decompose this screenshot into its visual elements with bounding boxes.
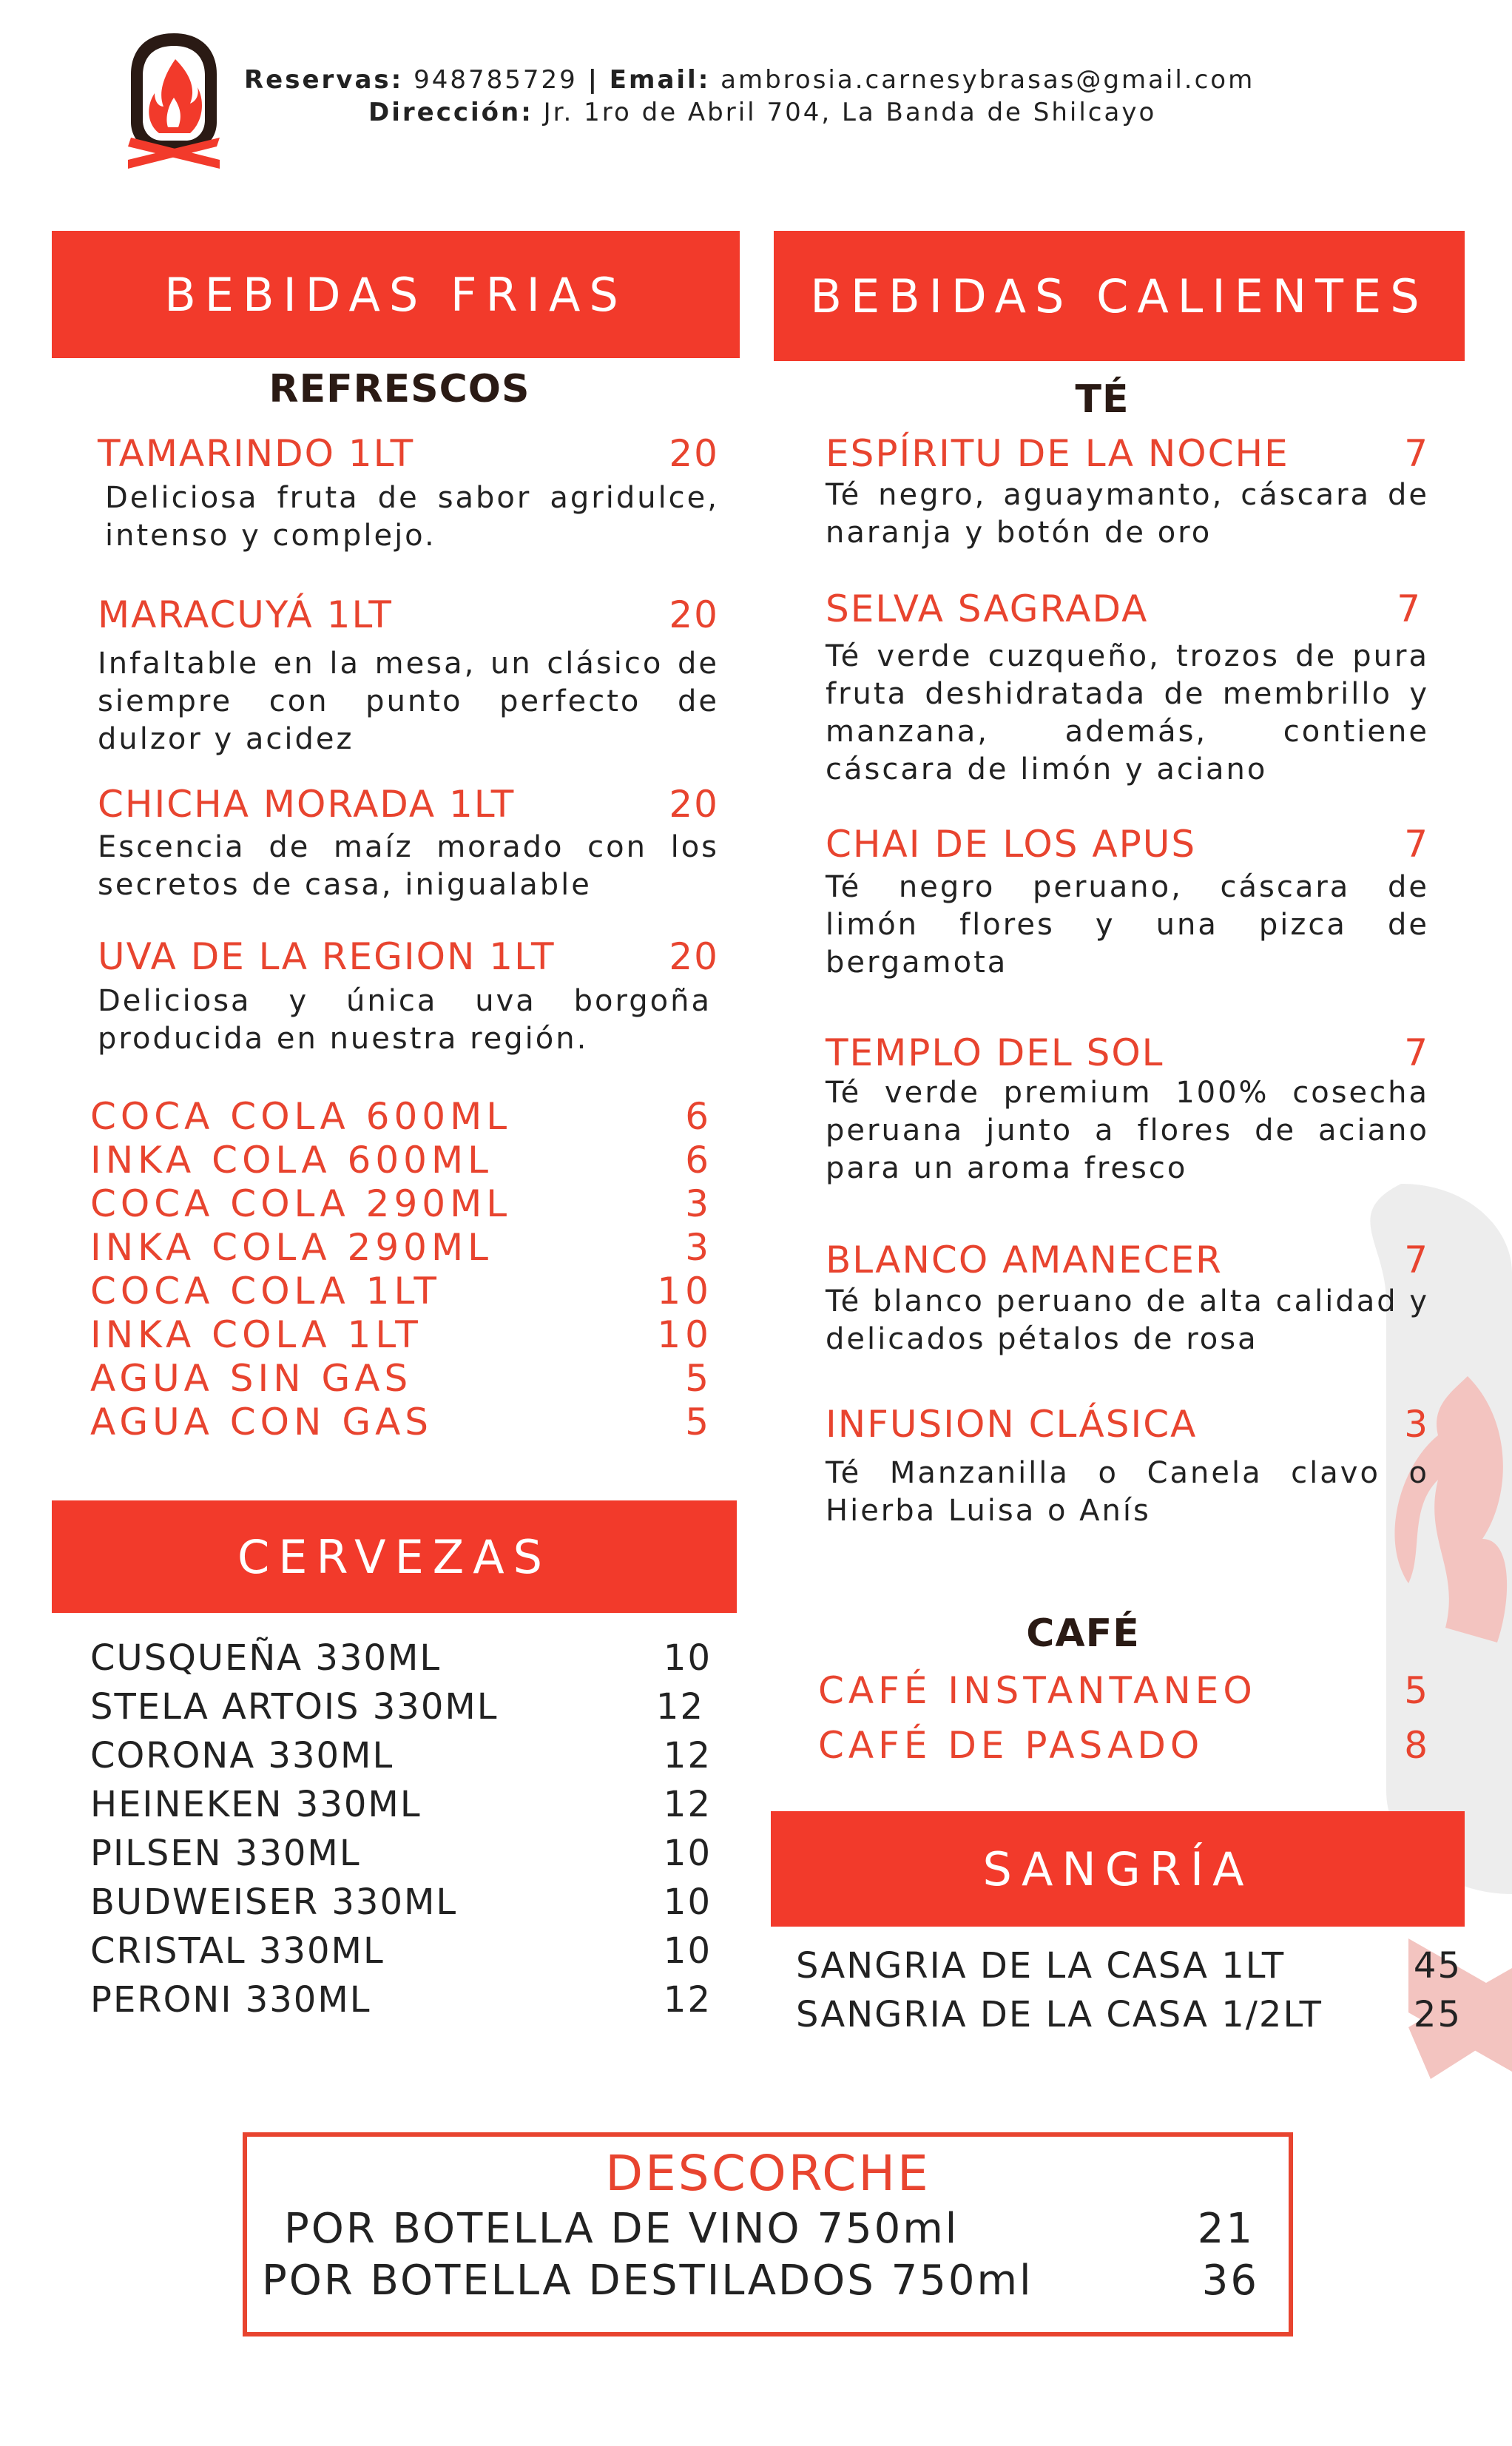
soda-list (90, 1095, 719, 1444)
item-price: 5 (1404, 1669, 1429, 1712)
item-name: INFUSION CLÁSICA (826, 1403, 1198, 1446)
item-name: SANGRIA DE LA CASA 1/2LT (796, 1994, 1323, 2035)
list-item (90, 1634, 719, 1682)
item-price: 12 (663, 1784, 712, 1825)
item-price: 10 (663, 1637, 712, 1679)
item-name: BLANCO AMANECER (826, 1239, 1223, 1281)
tea-item (826, 1031, 1429, 1187)
bebidas-calientes-banner (774, 231, 1465, 361)
direccion-value: Jr. 1ro de Abril 704, La Banda de Shilcayo (543, 98, 1157, 127)
list-item (90, 1878, 719, 1927)
item-name: POR BOTELLA DE VINO 750ml (284, 2205, 959, 2253)
refresco-item (98, 432, 719, 555)
item-name: COCA COLA 290ML (90, 1182, 512, 1225)
list-item (90, 1829, 719, 1878)
item-name: PILSEN 330ML (90, 1833, 361, 1874)
item-name: MARACUYÁ 1LT (98, 593, 393, 636)
item-price: 20 (669, 935, 719, 978)
item-name: CAFÉ INSTANTANEO (818, 1669, 1257, 1712)
item-price: 20 (669, 432, 719, 475)
item-price: 3 (685, 1182, 713, 1225)
list-item (90, 1270, 719, 1313)
item-price: 3 (685, 1226, 713, 1269)
item-name: CRISTAL 330ML (90, 1930, 385, 1972)
tea-item (826, 823, 1429, 982)
list-item (90, 1226, 719, 1270)
beer-list (90, 1634, 719, 2024)
item-name: CAFÉ DE PASADO (818, 1724, 1204, 1767)
item-price: 20 (669, 593, 719, 636)
cervezas-title: CERVEZAS (237, 1529, 551, 1584)
item-description: Deliciosa y única uva borgoña producida en nuestra región. (98, 984, 712, 1056)
list-item (90, 1095, 719, 1139)
list-item (247, 2255, 1289, 2307)
item-description: Té blanco peruano de alta calidad y delicados pétalos de rosa (826, 1284, 1430, 1356)
item-name: AGUA CON GAS (90, 1401, 433, 1443)
list-item (90, 1927, 719, 1975)
coffee-list (818, 1666, 1429, 1776)
item-price: 10 (663, 1930, 712, 1972)
list-item (90, 1313, 719, 1357)
item-name: TAMARINDO 1LT (98, 432, 415, 475)
item-name: INKA COLA 290ML (90, 1226, 493, 1269)
email-label: Email: (609, 65, 711, 95)
cervezas-banner (52, 1500, 737, 1613)
item-price: 5 (685, 1401, 713, 1443)
item-price: 21 (1197, 2205, 1255, 2253)
refresco-item (98, 593, 719, 758)
item-name: INKA COLA 1LT (90, 1313, 422, 1356)
bebidas-frias-title: BEBIDAS FRIAS (164, 267, 627, 322)
item-name: SANGRIA DE LA CASA 1LT (796, 1945, 1286, 1987)
list-item (90, 1182, 719, 1226)
item-name: COCA COLA 1LT (90, 1270, 441, 1313)
item-price: 6 (685, 1095, 713, 1138)
item-description: Té Manzanilla o Canela clavo o Hierba Luisa o Anís (826, 1456, 1429, 1528)
item-price: 6 (685, 1139, 713, 1182)
item-price: 45 (1413, 1945, 1462, 1987)
item-name: COCA COLA 600ML (90, 1095, 512, 1138)
item-description: Té verde cuzqueño, trozos de pura fruta deshidratada de membrillo y manzana, además, contiene cáscara de limón y aciano (826, 639, 1429, 786)
item-description: Té verde premium 100% cosecha peruana junto a flores de aciano para un aroma fresco (826, 1076, 1429, 1185)
descorche-title: DESCORCHE (605, 2145, 931, 2202)
tea-item (826, 587, 1429, 789)
item-name: PERONI 330ML (90, 1979, 371, 2021)
contact-info (244, 64, 1309, 129)
sangria-title: SANGRÍA (982, 1842, 1253, 1896)
item-price: 7 (1404, 432, 1429, 475)
flame-logo-icon (122, 30, 226, 170)
item-price: 25 (1413, 1994, 1462, 2035)
item-description: Deliciosa fruta de sabor agridulce, intenso y complejo. (105, 481, 719, 553)
tea-item (826, 1403, 1429, 1530)
descorche-box (243, 2132, 1293, 2336)
te-subtitle: TÉ (1075, 377, 1130, 422)
item-price: 7 (1404, 1239, 1429, 1281)
item-price: 3 (1404, 1403, 1429, 1446)
tea-item (826, 432, 1429, 552)
list-item (818, 1666, 1429, 1721)
item-name: CUSQUEÑA 330ML (90, 1637, 442, 1679)
item-name: SELVA SAGRADA (826, 587, 1149, 630)
refresco-item (98, 783, 719, 904)
item-name: AGUA SIN GAS (90, 1357, 413, 1400)
item-price: 10 (657, 1270, 713, 1313)
item-name: POR BOTELLA DESTILADOS 750ml (262, 2257, 1033, 2305)
list-item (796, 1941, 1462, 1990)
sangria-list (796, 1941, 1462, 2039)
list-item (90, 1975, 719, 2024)
bebidas-frias-banner (52, 231, 740, 358)
item-description: Escencia de maíz morado con los secretos de casa, inigualable (98, 830, 719, 902)
item-price: 10 (663, 1881, 712, 1923)
list-item (90, 1139, 719, 1182)
item-price: 7 (1397, 587, 1422, 630)
item-price: 10 (663, 1833, 712, 1874)
list-item (247, 2203, 1289, 2255)
item-price: 12 (663, 1735, 712, 1776)
contact-line-2 (244, 96, 1309, 129)
list-item (90, 1682, 719, 1731)
item-price: 8 (1404, 1724, 1429, 1767)
email-value: ambrosia.carnesybrasas@gmail.com (720, 65, 1255, 95)
item-price: 10 (657, 1313, 713, 1356)
item-price: 20 (669, 783, 719, 826)
item-price: 12 (663, 1979, 712, 2021)
cafe-subtitle: CAFÉ (1026, 1611, 1140, 1656)
reservas-label: Reservas: (244, 65, 404, 95)
item-name: CORONA 330ML (90, 1735, 394, 1776)
refrescos-subtitle: REFRESCOS (269, 367, 530, 411)
item-name: BUDWEISER 330ML (90, 1881, 458, 1923)
list-item (90, 1780, 719, 1829)
list-item (796, 1990, 1462, 2039)
list-item (818, 1721, 1429, 1776)
reservas-value: 948785729 (414, 65, 578, 95)
item-name: CHICHA MORADA 1LT (98, 783, 516, 826)
item-name: TEMPLO DEL SOL (826, 1031, 1164, 1074)
list-item (90, 1731, 719, 1780)
item-price: 5 (685, 1357, 713, 1400)
bebidas-calientes-title: BEBIDAS CALIENTES (810, 269, 1428, 323)
item-name: CHAI DE LOS APUS (826, 823, 1197, 866)
item-description: Infaltable en la mesa, un clásico de siempre con punto perfecto de dulzor y acidez (98, 647, 719, 756)
sangria-banner (771, 1811, 1465, 1927)
contact-line-1 (244, 64, 1309, 96)
item-name: STELA ARTOIS 330ML (90, 1686, 499, 1728)
list-item (90, 1401, 719, 1444)
direccion-label: Dirección: (368, 98, 533, 127)
item-description: Té negro peruano, cáscara de limón flores y una pizca de bergamota (826, 870, 1429, 980)
item-description: Té negro, aguaymanto, cáscara de naranja y botón de oro (826, 478, 1429, 550)
list-item (90, 1357, 719, 1401)
item-price: 36 (1201, 2257, 1259, 2305)
header-separator: | (587, 65, 599, 95)
refresco-item (98, 935, 719, 1058)
tea-item (826, 1239, 1429, 1358)
item-price: 7 (1404, 823, 1429, 866)
item-name: ESPÍRITU DE LA NOCHE (826, 432, 1289, 475)
item-name: INKA COLA 600ML (90, 1139, 493, 1182)
item-name: UVA DE LA REGION 1LT (98, 935, 556, 978)
item-price: 12 (655, 1686, 704, 1728)
item-name: HEINEKEN 330ML (90, 1784, 422, 1825)
item-price: 7 (1404, 1031, 1429, 1074)
